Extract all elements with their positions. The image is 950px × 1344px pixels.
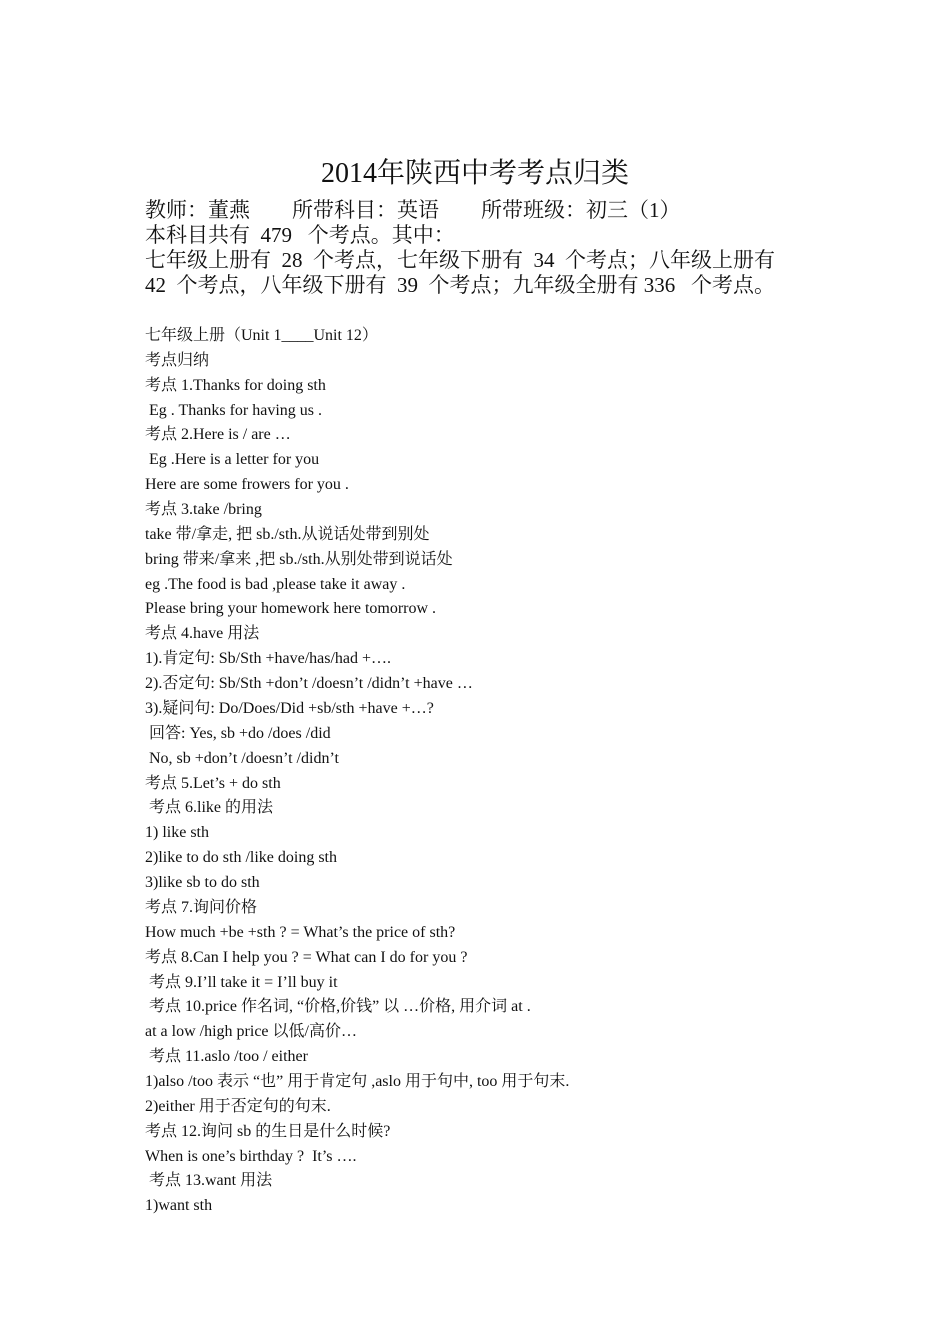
body-line: Eg . Thanks for having us . bbox=[145, 402, 323, 419]
body-line: at a low /high price 以低/高价… bbox=[145, 1023, 357, 1040]
body-line: 3)like sb to do sth bbox=[145, 874, 260, 891]
body-line: When is one’s birthday ? It’s …. bbox=[145, 1148, 357, 1165]
body-line: 考点 10.price 作名词, “价格,价钱” 以 …价格, 用介词 at . bbox=[145, 998, 531, 1015]
body-line: 2).否定句: Sb/Sth +don’t /doesn’t /didn’t +have … bbox=[145, 675, 473, 692]
body-line: 考点 5.Let’s + do sth bbox=[145, 775, 281, 792]
body-line: 1)want sth bbox=[145, 1197, 213, 1214]
body-line: bring 带来/拿来 ,把 sb./sth.从别处带到说话处 bbox=[145, 551, 453, 568]
body-line: 考点 9.I’ll take it = I’ll buy it bbox=[145, 974, 338, 991]
body-line: 1) like sth bbox=[145, 824, 209, 841]
body-line: 考点 11.aslo /too / either bbox=[145, 1048, 308, 1065]
body-line: eg .The food is bad ,please take it away . bbox=[145, 576, 406, 593]
body-line: Here are some frowers for you . bbox=[145, 476, 349, 493]
grade-points-line: 42 个考点，八年级下册有 39 个考点；九年级全册有 336 个考点。 bbox=[145, 273, 775, 297]
body-line: 考点 13.want 用法 bbox=[145, 1172, 273, 1189]
body-line: 考点 1.Thanks for doing sth bbox=[145, 377, 326, 394]
body-line: No, sb +don’t /doesn’t /didn’t bbox=[145, 750, 339, 767]
body-line: How much +be +sth ? = What’s the price of sth? bbox=[145, 924, 456, 941]
body-line: 考点 8.Can I help you ? = What can I do for you ? bbox=[145, 949, 468, 966]
body-line: 1)also /too 表示 “也” 用于肯定句 ,aslo 用于句中, too 用于句末. bbox=[145, 1073, 570, 1090]
body-line: 3).疑问句: Do/Does/Did +sb/sth +have +…? bbox=[145, 700, 434, 717]
total-points-line: 本科目共有 479 个考点。其中： bbox=[145, 223, 455, 247]
section-heading: 七年级上册（Unit 1____Unit 12） bbox=[145, 327, 378, 344]
body-line: 考点 7.询问价格 bbox=[145, 899, 258, 916]
document-title: 2014年陕西中考考点归类 bbox=[320, 158, 629, 189]
body-line: Please bring your homework here tomorrow . bbox=[145, 600, 437, 617]
body-line: 2)like to do sth /like doing sth bbox=[145, 849, 337, 866]
body-line: take 带/拿走, 把 sb./sth.从说话处带到别处 bbox=[145, 526, 430, 543]
section-subheading: 考点归纳 bbox=[145, 352, 210, 369]
body-line: Eg .Here is a letter for you bbox=[145, 451, 320, 468]
body-line: 2)either 用于否定句的句末. bbox=[145, 1098, 331, 1115]
body-line: 考点 4.have 用法 bbox=[145, 625, 260, 642]
body-line: 考点 3.take /bring bbox=[145, 501, 262, 518]
body-line: 回答: Yes, sb +do /does /did bbox=[145, 725, 331, 742]
body-line: 考点 2.Here is / are … bbox=[145, 426, 291, 443]
grade-points-line: 七年级上册有 28 个考点，七年级下册有 34 个考点；八年级上册有 bbox=[145, 248, 775, 272]
body-line: 考点 12.询问 sb 的生日是什么时候? bbox=[145, 1123, 391, 1140]
teacher-info-line: 教师：董燕 所带科目：英语 所带班级：初三（1） bbox=[145, 198, 681, 222]
body-line: 考点 6.like 的用法 bbox=[145, 799, 273, 816]
body-line: 1).肯定句: Sb/Sth +have/has/had +…. bbox=[145, 650, 392, 667]
